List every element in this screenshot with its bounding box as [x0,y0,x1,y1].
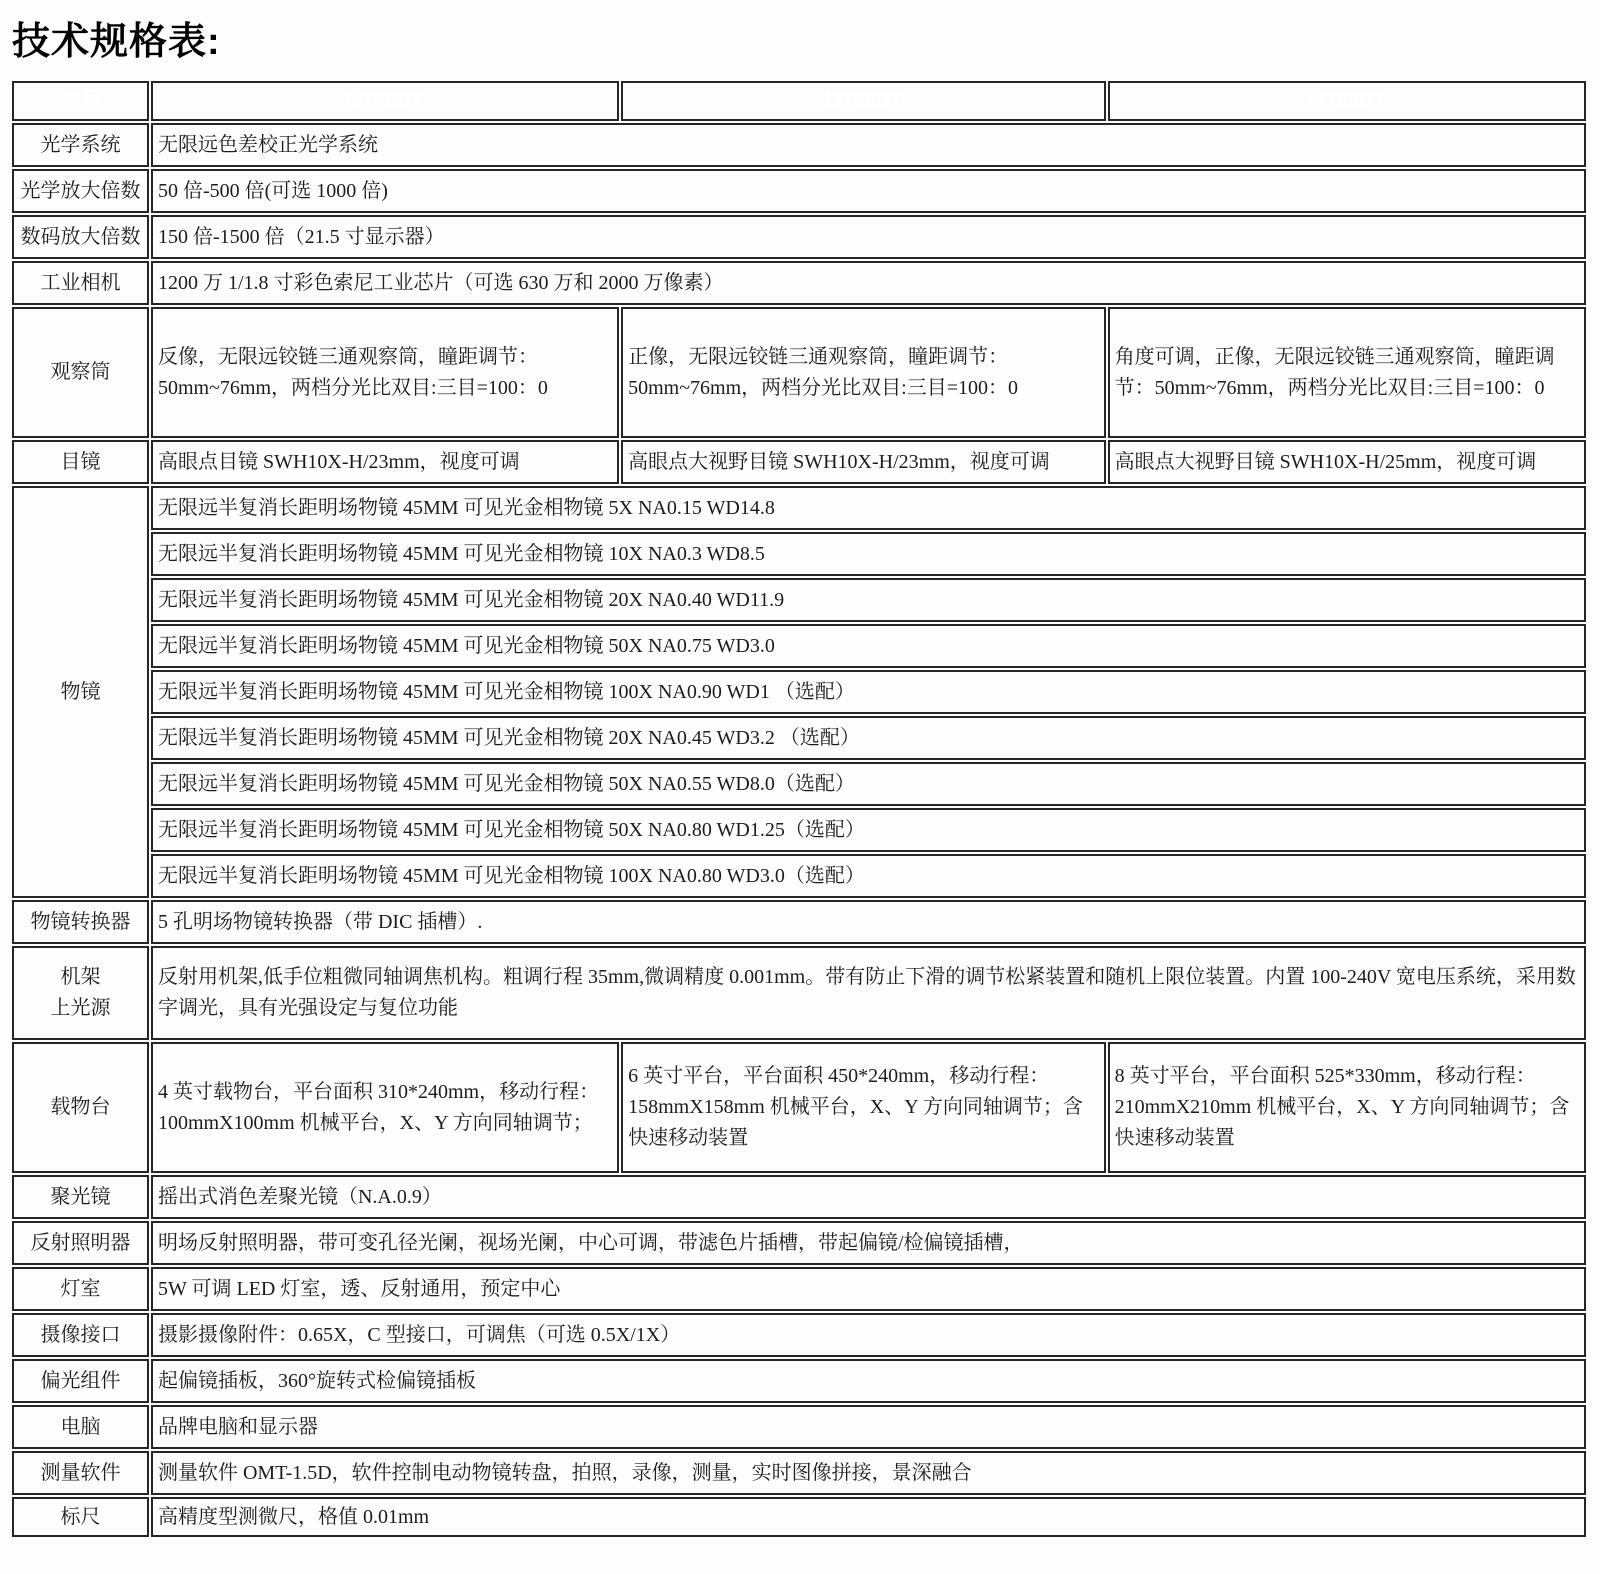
row-value-lamp-house: 5W 可调 LED 灯室，透、反射通用，预定中心 [151,1267,1586,1311]
row-value-observation-tube-mt80bt: 角度可调，正像，无限远铰链三通观察筒，瞳距调节：50mm~76mm，两档分光比双目:三目=100：0 [1108,307,1586,438]
page-title: 技术规格表: [12,21,221,63]
table-row [12,215,1586,259]
objective-item-8: 无限远半复消长距明场物镜 45MM 可见光金相物镜 50X NA0.80 WD1.25（选配） [151,808,1586,852]
table-row [12,946,1586,1040]
row-value-rack-light: 反射用机架,低手位粗微同轴调焦机构。粗调行程 35mm,微调精度 0.001mm。带有防止下滑的调节松紧装置和随机上限位装置。内置 100-240V 宽电压系统，采用数字调光，具有光强设定与复位功能 [151,946,1586,1040]
objective-item-3: 无限远半复消长距明场物镜 45MM 可见光金相物镜 20X NA0.40 WD11.9 [151,578,1586,622]
table-row [12,532,1586,576]
row-value-optical-magnification: 50 倍-500 倍(可选 1000 倍) [151,169,1586,213]
row-label-rack-light [12,946,149,1040]
rack-label-line2: 上光源 [50,997,111,1019]
table-row [12,307,1586,438]
header-model-mt80bt: MT80BT [1108,81,1586,121]
row-label-digital-magnification: 数码放大倍数 [12,215,149,259]
objective-item-7: 无限远半复消长距明场物镜 45MM 可见光金相物镜 50X NA0.55 WD8.0（选配） [151,762,1586,806]
table-row [12,261,1586,305]
row-value-polarizing-kit: 起偏镜插板，360°旋转式检偏镜插板 [151,1359,1586,1403]
header-model-mt60bt: MT60BT [621,81,1106,121]
row-value-eyepiece-mt40bt: 高眼点目镜 SWH10X-H/23mm，视度可调 [151,440,619,484]
row-label-reflected-illuminator: 反射照明器 [12,1221,149,1265]
header-model-label: 型号 [12,81,149,121]
row-label-eyepiece: 目镜 [12,440,149,484]
row-value-micrometer: 高精度型测微尺，格值 0.01mm [151,1497,1586,1537]
row-value-condenser: 摇出式消色差聚光镜（N.A.0.9） [151,1175,1586,1219]
row-value-measuring-software: 测量软件 OMT-1.5D，软件控制电动物镜转盘，拍照，录像，测量，实时图像拼接，景深融合 [151,1451,1586,1495]
table-row [12,578,1586,622]
table-row [12,624,1586,668]
table-row [12,486,1586,530]
row-label-measuring-software: 测量软件 [12,1451,149,1495]
table-row [12,123,1586,167]
objective-item-2: 无限远半复消长距明场物镜 45MM 可见光金相物镜 10X NA0.3 WD8.5 [151,532,1586,576]
table-row [12,1405,1586,1449]
row-label-optical-system: 光学系统 [12,123,149,167]
row-label-observation-tube: 观察筒 [12,307,149,438]
table-row [12,854,1586,898]
row-label-micrometer: 标尺 [12,1497,149,1537]
row-label-optical-magnification: 光学放大倍数 [12,169,149,213]
row-value-observation-tube-mt60bt: 正像，无限远铰链三通观察筒，瞳距调节：50mm~76mm，两档分光比双目:三目=100：0 [621,307,1106,438]
table-row [12,1221,1586,1265]
row-label-polarizing-kit: 偏光组件 [12,1359,149,1403]
row-value-optical-system: 无限远色差校正光学系统 [151,123,1586,167]
table-row [12,440,1586,484]
row-label-lamp-house: 灯室 [12,1267,149,1311]
table-row [12,1313,1586,1357]
table-row [12,670,1586,714]
table-row [12,1451,1586,1495]
row-value-nosepiece: 5 孔明场物镜转换器（带 DIC 插槽）. [151,900,1586,944]
table-row [12,1042,1586,1173]
objective-item-4: 无限远半复消长距明场物镜 45MM 可见光金相物镜 50X NA0.75 WD3.0 [151,624,1586,668]
row-value-reflected-illuminator: 明场反射照明器，带可变孔径光阑，视场光阑，中心可调，带滤色片插槽，带起偏镜/检偏镜插槽， [151,1221,1586,1265]
table-row [12,716,1586,760]
row-value-computer: 品牌电脑和显示器 [151,1405,1586,1449]
table-row [12,808,1586,852]
row-value-eyepiece-mt80bt: 高眼点大视野目镜 SWH10X-H/25mm，视度可调 [1108,440,1586,484]
row-value-eyepiece-mt60bt: 高眼点大视野目镜 SWH10X-H/23mm，视度可调 [621,440,1106,484]
row-value-observation-tube-mt40bt: 反像，无限远铰链三通观察筒，瞳距调节：50mm~76mm，两档分光比双目:三目=100：0 [151,307,619,438]
row-label-industrial-camera: 工业相机 [12,261,149,305]
row-label-camera-port: 摄像接口 [12,1313,149,1357]
objective-item-5: 无限远半复消长距明场物镜 45MM 可见光金相物镜 100X NA0.90 WD1 （选配） [151,670,1586,714]
row-label-objectives: 物镜 [12,486,149,898]
row-value-stage-mt80bt: 8 英寸平台，平台面积 525*330mm，移动行程：210mmX210mm 机械平台，X、Y 方向同轴调节；含快速移动装置 [1108,1042,1586,1173]
row-value-industrial-camera: 1200 万 1/1.8 寸彩色索尼工业芯片（可选 630 万和 2000 万像素） [151,261,1586,305]
row-label-stage: 载物台 [12,1042,149,1173]
table-row [12,900,1586,944]
row-label-nosepiece: 物镜转换器 [12,900,149,944]
row-value-camera-port: 摄影摄像附件：0.65X，C 型接口，可调焦（可选 0.5X/1X） [151,1313,1586,1357]
objective-item-9: 无限远半复消长距明场物镜 45MM 可见光金相物镜 100X NA0.80 WD3.0（选配） [151,854,1586,898]
objective-item-6: 无限远半复消长距明场物镜 45MM 可见光金相物镜 20X NA0.45 WD3.2 （选配） [151,716,1586,760]
table-row [12,1175,1586,1219]
header-model-mt40bt: MT40BT [151,81,619,121]
spec-table [10,79,1588,1539]
table-header-row [12,81,1586,121]
rack-label-line1: 机架 [60,966,101,988]
row-label-condenser: 聚光镜 [12,1175,149,1219]
table-row [12,1359,1586,1403]
table-row [12,169,1586,213]
row-label-computer: 电脑 [12,1405,149,1449]
row-value-stage-mt40bt: 4 英寸载物台，平台面积 310*240mm，移动行程：100mmX100mm 机械平台，X、Y 方向同轴调节； [151,1042,619,1173]
table-row [12,762,1586,806]
objective-item-1: 无限远半复消长距明场物镜 45MM 可见光金相物镜 5X NA0.15 WD14.8 [151,486,1586,530]
table-row [12,1497,1586,1537]
table-row [12,1267,1586,1311]
row-value-stage-mt60bt: 6 英寸平台，平台面积 450*240mm，移动行程：158mmX158mm 机械平台，X、Y 方向同轴调节；含快速移动装置 [621,1042,1106,1173]
row-value-digital-magnification: 150 倍-1500 倍（21.5 寸显示器） [151,215,1586,259]
